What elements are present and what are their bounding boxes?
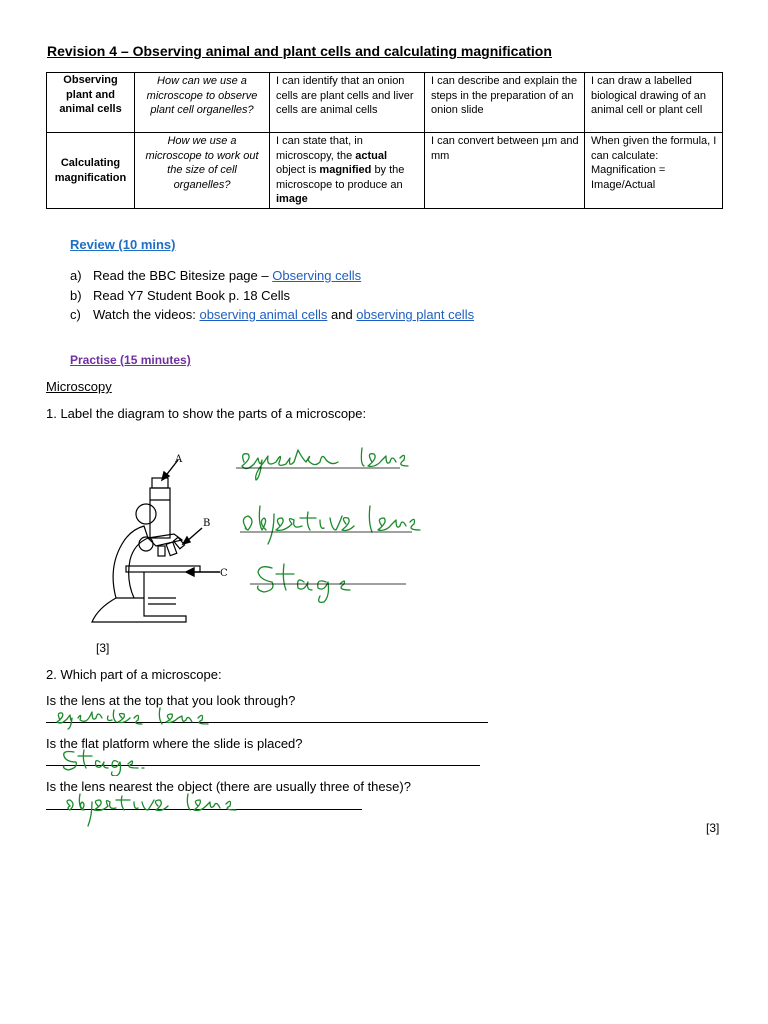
q2-answer-3-handwriting bbox=[60, 790, 270, 830]
list-item: b) Read Y7 Student Book p. 18 Cells bbox=[70, 287, 291, 303]
q2-marks: [3] bbox=[706, 821, 720, 835]
criteria-cell: When given the formula, I can calculate: Magnification = Image/Actual bbox=[585, 133, 723, 209]
microscope-diagram bbox=[86, 448, 236, 628]
plant-cells-video-link[interactable]: observing plant cells bbox=[356, 307, 475, 322]
review-list bbox=[70, 266, 474, 325]
criteria-cell: I can identify that an onion cells are plant cells and liver cells are animal cells bbox=[270, 73, 425, 133]
question-cell: How can we use a microscope to observe plant cell organelles? bbox=[135, 73, 270, 133]
table-row bbox=[47, 133, 723, 209]
review-heading: Review (10 mins) bbox=[70, 237, 176, 252]
q2-part-2: Is the flat platform where the slide is placed? bbox=[46, 736, 303, 751]
label-a: A bbox=[175, 454, 183, 465]
q1-marks: [3] bbox=[96, 641, 110, 655]
answer-a-handwriting bbox=[236, 438, 416, 482]
q2-answer-2-handwriting bbox=[58, 746, 168, 776]
q2-answer-1-handwriting bbox=[52, 704, 222, 730]
q2-answer-3-text bbox=[0, 0, 1, 1]
bitesize-link[interactable]: Observing cells bbox=[272, 268, 362, 283]
question-cell: How we use a microscope to work out the size of cell organelles? bbox=[135, 133, 270, 209]
topic-cell: Observing plant and animal cells bbox=[47, 73, 135, 133]
question-1: 1. Label the diagram to show the parts of a microscope: bbox=[46, 406, 367, 421]
topic-cell: Calculating magnification bbox=[47, 133, 135, 209]
criteria-cell: I can state that, in microscopy, the actual object is magnified by the microscope to produce an image bbox=[270, 133, 425, 209]
practise-heading: Practise (15 minutes) bbox=[70, 353, 191, 367]
label-b: B bbox=[203, 518, 211, 529]
answer-c-handwriting bbox=[250, 560, 420, 608]
q2-part-3: Is the lens nearest the object (there are usually three of these)? bbox=[46, 779, 411, 794]
section-heading: Microscopy bbox=[46, 379, 112, 394]
list-item: a) Read the BBC Bitesize page – Observing cells bbox=[70, 268, 362, 283]
q2-part-1: Is the lens at the top that you look through? bbox=[46, 693, 296, 708]
table-row bbox=[47, 73, 723, 133]
answer-b-handwriting bbox=[236, 500, 426, 550]
label-c: C bbox=[220, 568, 228, 579]
criteria-cell: I can describe and explain the steps in the preparation of an onion slide bbox=[425, 73, 585, 133]
animal-cells-video-link[interactable]: observing animal cells bbox=[199, 307, 328, 322]
criteria-cell: I can draw a labelled biological drawing of an animal cell or plant cell bbox=[585, 73, 723, 133]
list-item: c) Watch the videos: observing animal cells and observing plant cells bbox=[70, 307, 475, 322]
objectives-table bbox=[46, 72, 723, 209]
question-2: 2. Which part of a microscope: bbox=[46, 667, 222, 682]
criteria-cell: I can convert between µm and mm bbox=[425, 133, 585, 209]
page-title: Revision 4 – Observing animal and plant cells and calculating magnification bbox=[47, 43, 552, 59]
